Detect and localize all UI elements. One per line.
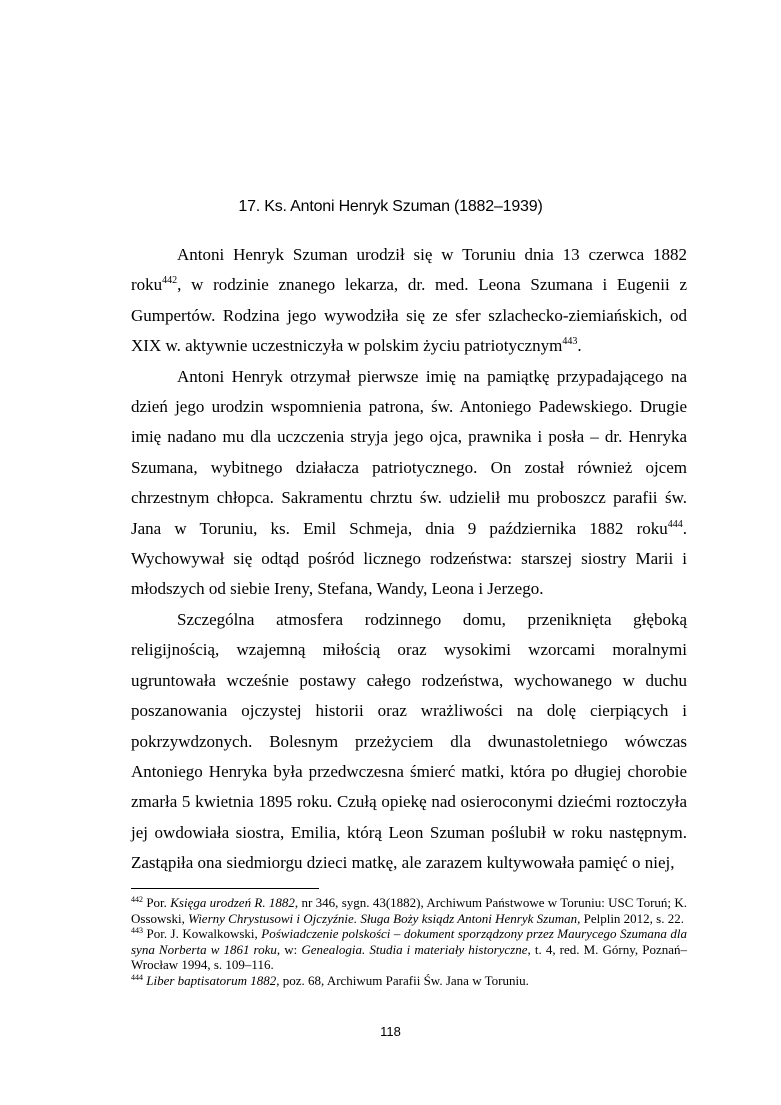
footnote-text: , poz. 68, Archiwum Parafii Św. Jana w Toruniu. [276,972,529,988]
paragraph-2 [131,362,687,605]
paragraph-2-text-b: . Wychowywał się odtąd pośród licznego rodzeństwa: starszej siostry Marii i młodszych od siebie Ireny, Stefana, Wandy, Leona i Jerzego. [131,518,687,599]
footnote-number: 442 [131,895,143,904]
footnote-ref-443[interactable]: 443 [562,336,578,348]
footnote-444 [131,973,687,989]
footnote-text: , w: [276,941,302,957]
footnote-443 [131,926,687,973]
footnote-text: , t. 4, red. M. Górny, Poznań–Wrocław 1994, s. 109–116. [131,941,687,973]
footnote-italic: Genealogia. Studia i materiały historyczne [301,941,528,957]
footnote-number: 443 [131,926,143,936]
footnote-number: 444 [131,972,143,982]
footnote-ref-444[interactable]: 444 [667,518,683,530]
footnote-ref-442[interactable]: 442 [162,275,178,287]
footnote-italic: Księga urodzeń R. 1882 [170,895,295,910]
footnote-italic: Liber baptisatorum 1882 [146,972,277,988]
footnote-text: Por. J. Kowalkowski, [143,926,262,942]
footnote-italic: Wierny Chrystusowi i Ojczyźnie. Sługa Boży ksiądz Antoni Henryk Szuman [188,910,578,926]
paragraph-3: Szczególna atmosfera rodzinnego domu, przeniknięta głęboką religijnością, wzajemną miłością oraz wysokimi wzorcami moralnymi ugruntowała wcześnie postawy całego rodzeństwa, wychowanego w duchu poszanowania ojczystej historii oraz wrażliwości na dolę cierpiących i pokrzywdzonych. Bolesnym przeżyciem dla dwunastoletniego wówczas Antoniego Henryka była przedwczesna śmierć matki, która po długiej chorobie zmarła 5 kwietnia 1895 roku. Czułą opiekę nad osieroconymi dziećmi roztoczyła jej owdowiała siostra, Emilia, którą Leon Szuman poślubił w roku następnym. Zastąpiła ona siedmiorgu dzieci matkę, ale zarazem kultywowała pamięć o niej, [131,609,687,873]
paragraph-1-text-b: , w rodzinie znanego lekarza, dr. med. Leona Szumana i Eugenii z Gumpertów. Rodzina jego wywodziła się ze sfer szlachecko-ziemiańskich, od XIX w. aktywnie uczestniczyła w polskim życiu patriotycznym [131,275,687,356]
footnote-text: , nr 346, sygn. 43(1882), Archiwum Państwowe w Toruniu: USC Toruń; K. Ossowski, [131,895,687,926]
footnote-442 [131,895,687,926]
paragraph-2-text-a: Antoni Henryk otrzymał pierwsze imię na pamiątkę przypadającego na dzień jego urodzin wspomnienia patrona, św. Antoniego Padewskiego. Drugie imię nadano mu dla uczczenia stryja jego ojca, prawnika i posła – dr. Henryka Szumana, wybitnego działacza patriotycznego. On został również ojcem chrzestnym chłopca. Sakramentu chrztu św. udzielił mu proboszcz parafii św. Jana w Toruniu, ks. Emil Schmeja, dnia 9 października 1882 roku [131,366,687,538]
footnotes [131,895,687,989]
footnote-text: , Pelplin 2012, s. 22. [577,910,684,926]
body-text [131,240,687,879]
footnote-text: Por. [143,895,171,910]
paragraph-1-text-c: . [577,336,582,356]
chapter-title: 17. Ks. Antoni Henryk Szuman (1882–1939) [238,198,543,215]
footnote-separator [131,888,319,889]
page-number: 118 [380,1024,401,1039]
paragraph-1 [131,240,687,362]
paragraph-1-text-a: Antoni Henryk Szuman urodził się w Toruniu dnia 13 czerwca 1882 roku [131,245,687,295]
footnote-italic: Poświadczenie polskości – dokument sporządzony przez Maurycego Szumana dla syna Norberta w 1861 roku [131,926,687,957]
